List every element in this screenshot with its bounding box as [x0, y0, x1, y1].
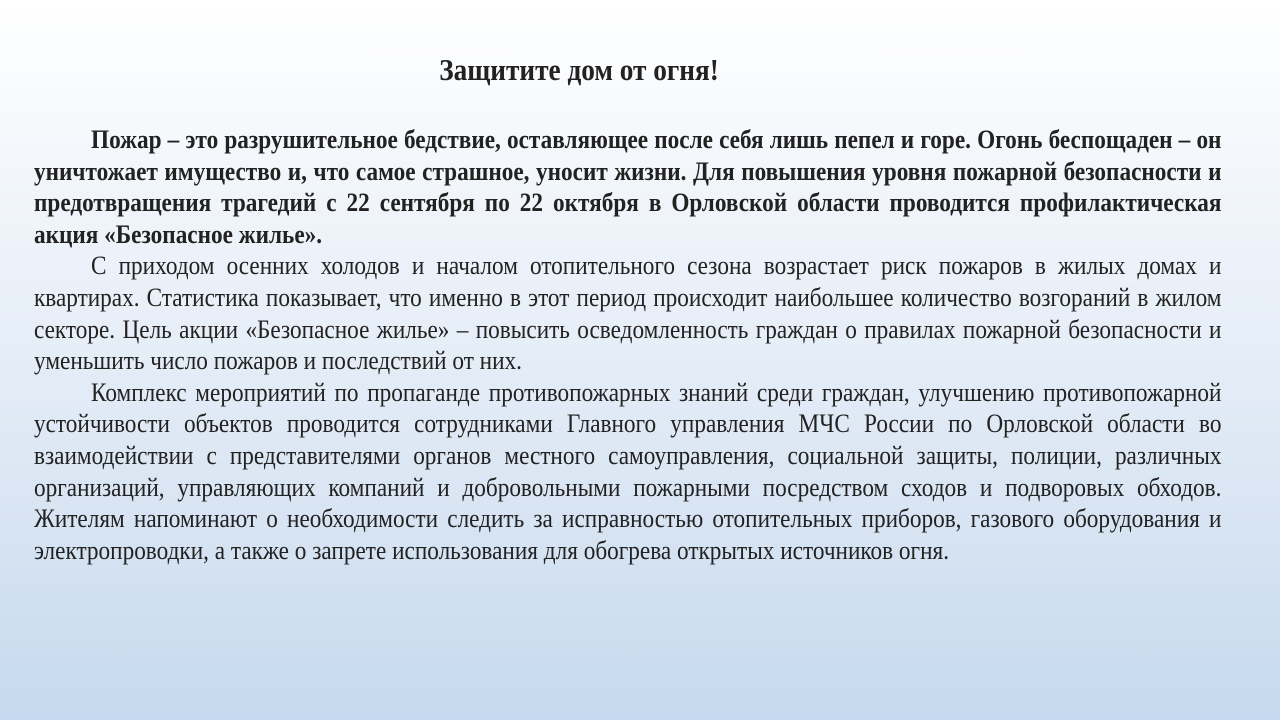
slide-body: [34, 124, 1221, 566]
paragraph-season: С приходом осенних холодов и началом отопительного сезона возрастает риск пожаров в жилых домах и квартирах. Статистика показывает, что именно в этот период происходит наибольшее количество возгораний в жилом секторе. Цель акции «Безопасное жилье» – повысить осведомленность граждан о правилах пожарной безопасности и уменьшить число пожаров и последствий от них.: [34, 250, 1222, 376]
slide-title: Защитите дом от огня!: [439, 52, 719, 87]
paragraph-measures: Комплекс мероприятий по пропаганде противопожарных знаний среди граждан, улучшению противопожарной устойчивости объектов проводится сотрудниками Главного управления МЧС России по Орловской области во взаимодействии с представителями органов местного самоуправления, социальной защиты, полиции, различных организаций, управляющих компаний и добровольными пожарными посредством сходов и подворовых обходов. Жителям напоминают о необходимости следить за исправностью отопительных приборов, газового оборудования и электропроводки, а также о запрете использования для обогрева открытых источников огня.: [34, 376, 1222, 565]
paragraph-intro: Пожар – это разрушительное бедствие, оставляющее после себя лишь пепел и горе. Огонь беспощаден – он уничтожает имущество и, что самое страшное, уносит жизни. Для повышения уровня пожарной безопасности и предотвращения трагедий с 22 сентября по 22 октября в Орловской области проводится профилактическая акция «Безопасное жилье».: [34, 124, 1222, 249]
